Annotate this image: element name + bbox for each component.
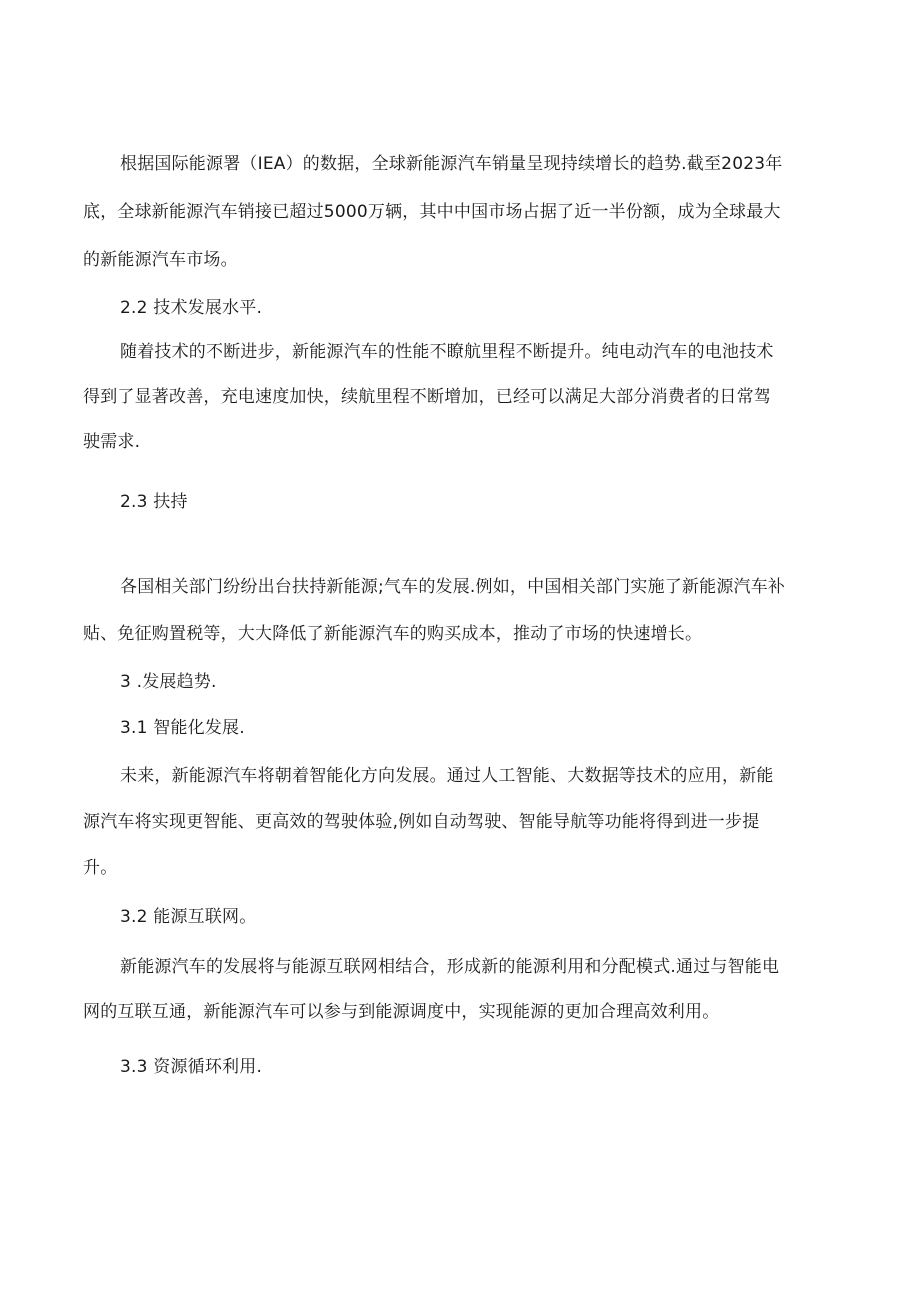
paragraph-iea-line-1: 根据国际能源署（IEA）的数据，全球新能源汽车销量呈现持续增长的趋势.截至2023年 bbox=[120, 154, 783, 174]
heading-3-1: 3.1 智能化发展. bbox=[120, 718, 245, 738]
paragraph-grid-line-1: 新能源汽车的发展将与能源互联网相结合，形成新的能源利用和分配模式.通过与智能电 bbox=[120, 957, 780, 977]
paragraph-smart-line-2: 源汽车将实现更智能、更高效的驾驶体验,例如自动驾驶、智能导航等功能将得到进一步提 bbox=[83, 812, 760, 832]
paragraph-support-line-2: 贴、免征购置税等，大大降低了新能源汽车的购买成本，推动了市场的快速增长。 bbox=[83, 624, 703, 644]
paragraph-support-line-1: 各国相关部门纷纷出台扶持新能源;气车的发展.例如，中国相关部门实施了新能源汽车补 bbox=[120, 577, 786, 597]
paragraph-grid-line-2: 网的互联互通，新能源汽车可以参与到能源调度中，实现能源的更加合理高效利用。 bbox=[83, 1002, 720, 1022]
paragraph-smart-line-1: 未来，新能源汽车将朝着智能化方向发展。通过人工智能、大数据等技术的应用，新能 bbox=[120, 766, 774, 786]
heading-3-2: 3.2 能源互联网。 bbox=[120, 907, 257, 927]
paragraph-tech-line-3: 驶需求. bbox=[83, 432, 141, 452]
paragraph-iea-line-3: 的新能源汽车市场。 bbox=[83, 250, 238, 270]
paragraph-iea-line-2: 底，全球新能源汽车销接已超过5000万辆，其中中国市场占据了近一半份额，成为全球最大 bbox=[83, 202, 781, 222]
heading-3-3: 3.3 资源循环利用. bbox=[120, 1057, 263, 1077]
heading-3: 3 .发展趋势. bbox=[120, 672, 217, 692]
heading-2-2: 2.2 技术发展水平. bbox=[120, 298, 263, 318]
heading-2-3: 2.3 扶持 bbox=[120, 492, 188, 512]
paragraph-tech-line-2: 得到了显著改善，充电速度加快，续航里程不断增加，已经可以满足大部分消费者的日常驾 bbox=[83, 387, 771, 407]
paragraph-tech-line-1: 随着技术的不断进步，新能源汽车的性能不瞭航里程不断提升。纯电动汽车的电池技术 bbox=[120, 342, 774, 362]
paragraph-smart-line-3: 升。 bbox=[83, 858, 118, 878]
